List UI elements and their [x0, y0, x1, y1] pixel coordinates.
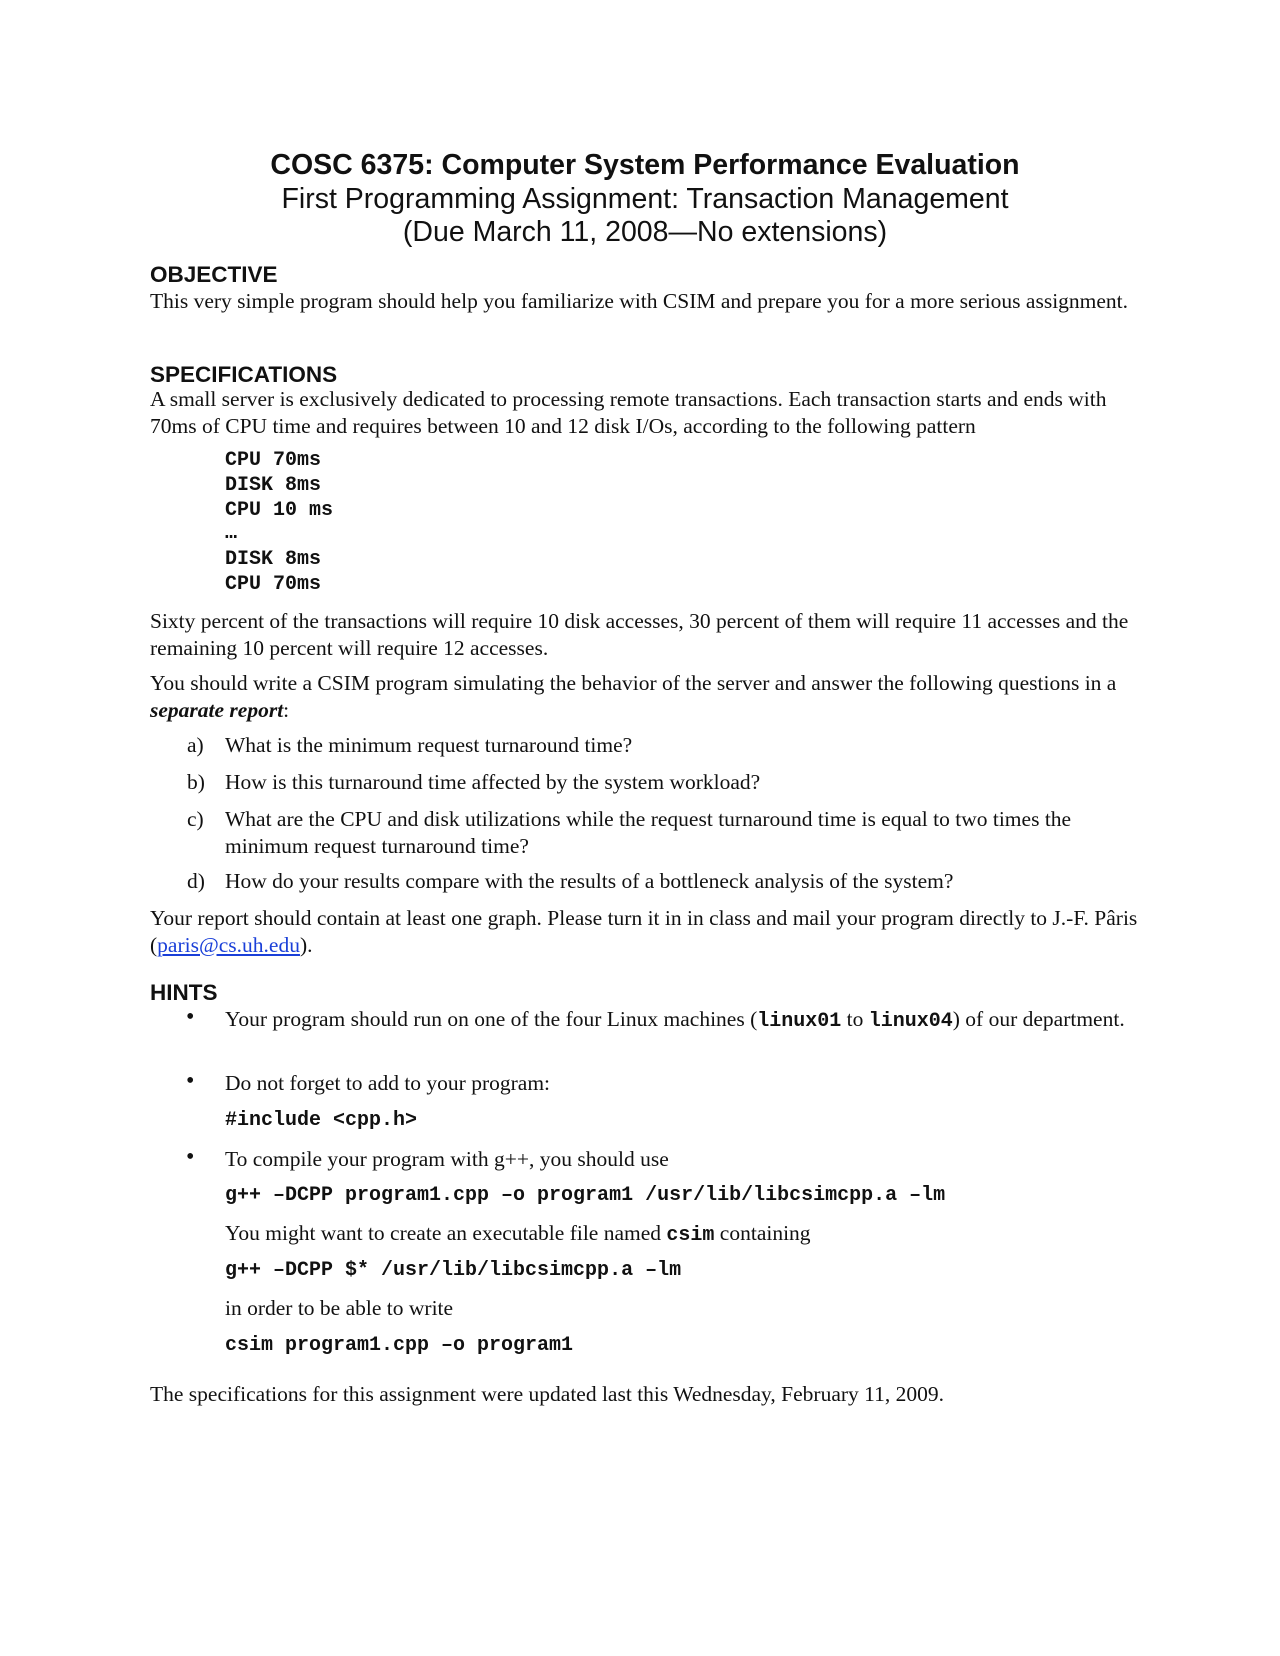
hint-bullet-compile	[186, 1144, 1140, 1173]
pattern-line: CPU 70ms	[225, 573, 322, 596]
csim-name: csim	[666, 1224, 715, 1247]
report-text-start: Your report should contain at least one graph. Please turn it in in class and mail your program directly to J.-F. Pâris (	[150, 906, 1138, 957]
report-text-end: ).	[299, 932, 313, 957]
separate-report-emphasis: separate report	[150, 697, 284, 722]
title-block	[150, 148, 1140, 248]
specifications-intro: A small server is exclusively dedicated to processing remote transactions. Each transaction starts and ends with 70ms of CPU time and requires between 10 and 12 disk I/Os, according to the following pattern	[150, 387, 1107, 438]
machine-name: linux04	[868, 1010, 953, 1033]
include-line: #include <cpp.h>	[225, 1109, 418, 1132]
question-text: How is this turnaround time affected by the system workload?	[225, 770, 761, 794]
report-text	[150, 905, 1140, 958]
question-label: d)	[187, 869, 205, 893]
pattern-line: …	[225, 522, 238, 545]
pattern-line: CPU 70ms	[225, 449, 322, 472]
objective-text: This very simple program should help you familiarize with CSIM and prepare you for a more serious assignment.	[150, 289, 1129, 313]
question-label: b)	[187, 770, 205, 794]
executable-text	[225, 1220, 1140, 1250]
machine-name: linux01	[757, 1010, 842, 1033]
hint-text: Do not forget to add to your program:	[225, 1071, 551, 1095]
specifications-heading: SPECIFICATIONS	[150, 362, 338, 387]
pattern-line: DISK 8ms	[225, 548, 322, 571]
objective-heading: OBJECTIVE	[150, 262, 278, 287]
hint-text: to	[841, 1007, 869, 1031]
task-text-end: :	[283, 697, 290, 722]
footer-note: The specifications for this assignment were updated last this Wednesday, February 11, 2009.	[150, 1382, 944, 1406]
bullet-icon: •	[186, 1004, 195, 1030]
email-link[interactable]: paris@cs.uh.edu	[157, 932, 300, 957]
hint-text: To compile your program with g++, you should use	[225, 1147, 669, 1171]
bullet-icon: •	[186, 1068, 195, 1094]
pattern-line: CPU 10 ms	[225, 499, 334, 522]
question-text: What is the minimum request turnaround time?	[225, 733, 633, 757]
hint-text: Your program should run on one of the four Linux machines (	[225, 1007, 758, 1031]
question-text: How do your results compare with the results of a bottleneck analysis of the system?	[225, 869, 954, 893]
question-label: c)	[187, 807, 204, 831]
task-text-start: You should write a CSIM program simulating the behavior of the server and answer the following questions in a	[150, 671, 1117, 695]
order-text: in order to be able to write	[225, 1296, 454, 1320]
question-label: a)	[187, 733, 204, 757]
pattern-line: DISK 8ms	[225, 474, 322, 497]
question-item	[187, 769, 1140, 796]
distribution-text: Sixty percent of the transactions will require 10 disk accesses, 30 percent of them will require 11 accesses and the remaining 10 percent will require 12 accesses.	[150, 609, 1129, 660]
hints-heading: HINTS	[150, 980, 218, 1005]
hint-bullet-machines	[186, 1004, 1140, 1036]
hint-text: You might want to create an executable file named	[225, 1221, 667, 1245]
due-date: (Due March 11, 2008—No extensions)	[402, 216, 888, 248]
compile-command: g++ –DCPP program1.cpp –o program1 /usr/lib/libcsimcpp.a –lm	[225, 1184, 946, 1207]
bullet-icon: •	[186, 1144, 195, 1170]
usage-command: csim program1.cpp –o program1	[225, 1334, 574, 1357]
course-title: COSC 6375: Computer System Performance Evaluation	[270, 149, 1020, 181]
question-text: What are the CPU and disk utilizations while the request turnaround time is equal to two times the minimum request turnaround time?	[225, 807, 1072, 858]
question-item	[187, 868, 1140, 895]
script-command: g++ –DCPP $* /usr/lib/libcsimcpp.a –lm	[225, 1259, 682, 1282]
assignment-title: First Programming Assignment: Transaction Management	[281, 183, 1009, 215]
question-item	[187, 806, 1140, 859]
hint-bullet-include	[186, 1068, 1140, 1097]
hint-text: containing	[714, 1221, 811, 1245]
question-item	[187, 732, 1140, 759]
hint-text: ) of our department.	[952, 1007, 1125, 1031]
task-text	[150, 670, 1140, 723]
